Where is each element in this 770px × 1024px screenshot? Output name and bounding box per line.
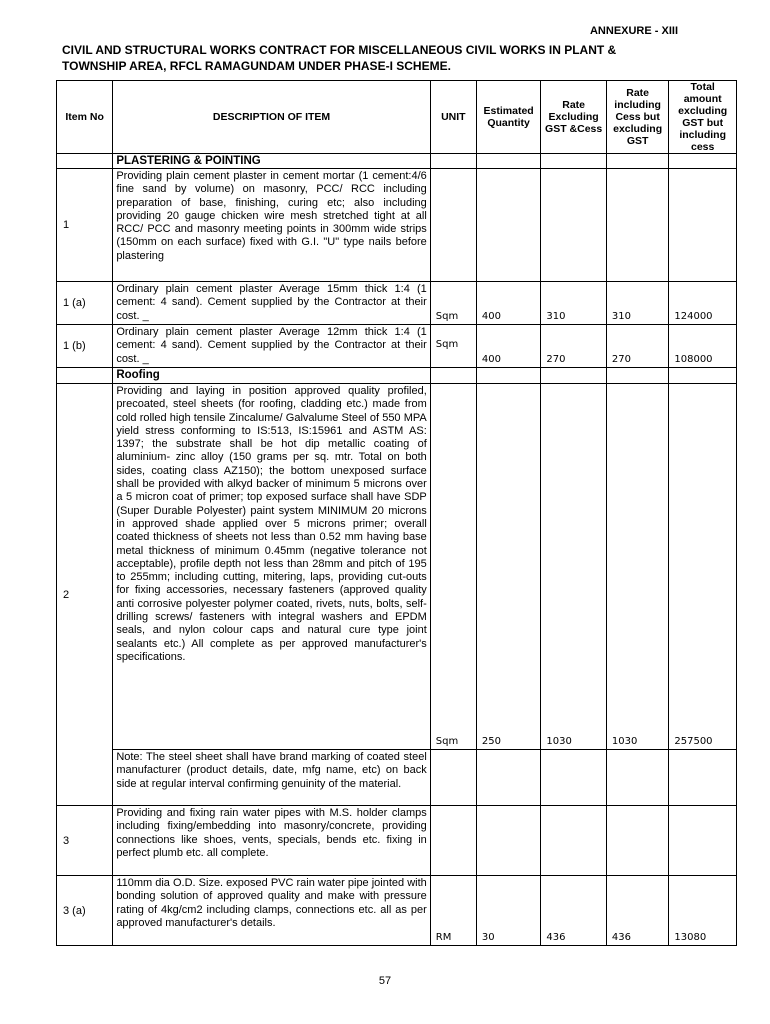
item-number: 1 (a): [57, 282, 113, 325]
item-rate-including: 270: [606, 325, 668, 368]
item-total-amount: 108000: [669, 325, 737, 368]
item-total-amount: 13080: [669, 876, 737, 946]
item-quantity: 30: [476, 876, 541, 946]
item-number: 3 (a): [57, 876, 113, 946]
table-row: [57, 876, 737, 946]
item-unit: RM: [430, 876, 476, 946]
item-rate-excluding: 436: [541, 876, 607, 946]
table-row: [57, 169, 737, 282]
item-description: Providing and fixing rain water pipes with M.S. holder clamps including fixing/embedding into masonry/concrete, providing connections like shoes, vents, specials, bends etc. fixing in perfect plumb etc. all complete.: [113, 806, 430, 876]
section-title: PLASTERING & POINTING: [113, 154, 430, 169]
table-row: [57, 806, 737, 876]
title-line-2: TOWNSHIP AREA, RFCL RAMAGUNDAM UNDER PHASE-I SCHEME.: [62, 59, 451, 73]
item-description: Providing and laying in position approved quality profiled, precoated, steel sheets (for roofing, cladding etc.) made from cold rolled high tensile Zincalume/ Galvalume Steel of 550 MPA yield stress conforming to IS:513, IS:15961 and ASTM AS: 1397; the substrate shall be hot dip metallic coating of aluminium- zinc alloy (150 grams per sq. mtr. Total on both sides, coating class AZ150); the bottom unexposed surface shall be provided with alkyd backer of minimum 5 microns over a 5 micron coat of primer; top exposed surface shall have SDP (Super Durable Polyester) paint system MINIMUM 20 microns in approved shade applied over 5 microns primer; overall coated thickness of sheets not less than 0.52 mm having base metal thickness of minimum 0.45mm (negative tolerance not acceptable), profile depth not less than 28mm and pitch of 195 to 255mm; including cutting, mitering, laps, providing cut-outs for fixing accessories, necessary fasteners (approved quality anti corrosive polyester polymer coated, rivets, nuts, bolts, self-drilling screws/ fasteners with integral washers and EPDM seals, and nylon colour caps and natural cure type joint sealants etc.) All complete as per approved manufacturer's specifications.: [113, 384, 430, 750]
header-quantity: Estimated Quantity: [476, 81, 541, 154]
item-number: 3: [57, 806, 113, 876]
bill-of-quantities-table: [56, 80, 737, 946]
header-unit: UNIT: [430, 81, 476, 154]
section-title: Roofing: [113, 368, 430, 384]
item-rate-including: 310: [606, 282, 668, 325]
table-row: [57, 750, 737, 806]
table-row: [57, 325, 737, 368]
table-row: [57, 282, 737, 325]
header-total-amount: Total amount excluding GST but including cess: [669, 81, 737, 154]
item-quantity: 400: [476, 325, 541, 368]
page-number: 57: [378, 975, 392, 987]
table-header-row: [57, 81, 737, 154]
header-item-no: Item No: [57, 81, 113, 154]
header-rate-including: Rate including Cess but excluding GST: [606, 81, 668, 154]
item-rate-excluding: 1030: [541, 384, 607, 750]
item-description: Ordinary plain cement plaster Average 12mm thick 1:4 (1 cement: 4 sand). Cement supplied by the Contractor at their cost. _: [113, 325, 430, 368]
item-rate-including: 1030: [606, 384, 668, 750]
item-description: 110mm dia O.D. Size. exposed PVC rain water pipe jointed with bonding solution of approved quality and make with pressure rating of 4kg/cm2 including clamps, connections etc. all as per approved manufacturer's details.: [113, 876, 430, 946]
title-line-1: CIVIL AND STRUCTURAL WORKS CONTRACT FOR MISCELLANEOUS CIVIL WORKS IN PLANT &: [62, 43, 617, 57]
item-unit: Sqm: [430, 282, 476, 325]
item-number: 1: [57, 169, 113, 282]
header-description: DESCRIPTION OF ITEM: [113, 81, 430, 154]
item-total-amount: 124000: [669, 282, 737, 325]
item-quantity: 400: [476, 282, 541, 325]
item-rate-including: 436: [606, 876, 668, 946]
annexure-label: ANNEXURE - XIII: [589, 25, 678, 37]
item-number: 2: [57, 384, 113, 806]
item-quantity: 250: [476, 384, 541, 750]
header-rate-excluding: Rate Excluding GST &Cess: [541, 81, 607, 154]
item-rate-excluding: 270: [541, 325, 607, 368]
section-row: [57, 368, 737, 384]
table-row: [57, 384, 737, 750]
item-unit: Sqm: [430, 384, 476, 750]
item-note: Note: The steel sheet shall have brand marking of coated steel manufacturer (product details, date, mfg name, etc) on back side at regular interval confirming genuinity of the material.: [113, 750, 430, 806]
document-title: [62, 42, 712, 74]
item-total-amount: 257500: [669, 384, 737, 750]
item-unit: Sqm: [430, 325, 476, 368]
item-description: Providing plain cement plaster in cement mortar (1 cement:4/6 fine sand by volume) on masonry, PCC/ RCC including preparation of base, finishing, curing etc; also including providing 20 gauge chicken wire mesh stretched tight at all RCC/ PCC and masonry meeting points in 300mm wide strips (150mm on each surface) fixed with G.I. "U" type nails before plastering: [113, 169, 430, 282]
item-number: 1 (b): [57, 325, 113, 368]
item-rate-excluding: 310: [541, 282, 607, 325]
item-description: Ordinary plain cement plaster Average 15mm thick 1:4 (1 cement: 4 sand). Cement supplied by the Contractor at their cost. _: [113, 282, 430, 325]
section-row: [57, 154, 737, 169]
